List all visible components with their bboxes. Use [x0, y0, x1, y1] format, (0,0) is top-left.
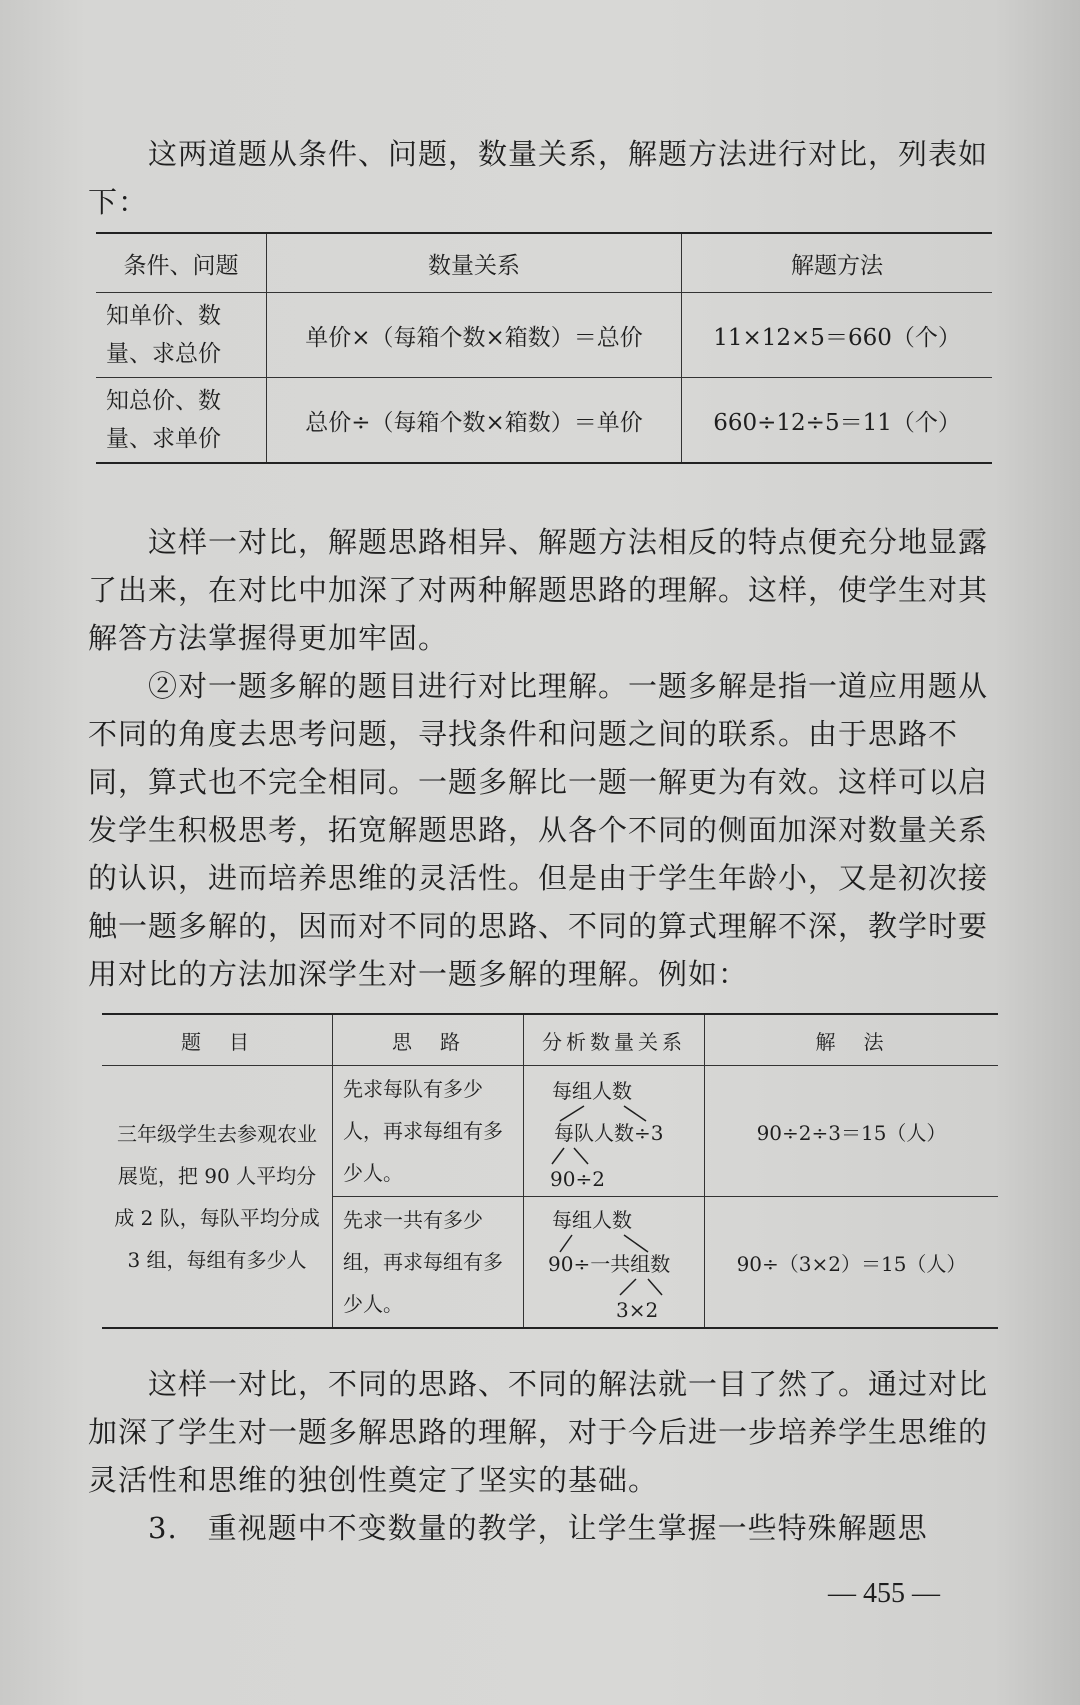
table-row — [96, 293, 992, 378]
cell-solution: 90÷2÷3＝15（人） — [705, 1066, 999, 1197]
analysis-branch-line — [624, 1235, 648, 1252]
table-header-row — [96, 233, 992, 293]
header-condition: 条件、问题 — [96, 233, 267, 293]
header-method: 解题方法 — [682, 233, 992, 293]
cell-method: 660÷12÷5＝11（个） — [682, 378, 992, 464]
table-row — [96, 378, 992, 464]
analysis-bottom: 3×2 — [616, 1298, 659, 1322]
paragraph-contrast: 这样一对比，解题思路相异、解题方法相反的特点便充分地显露了出来，在对比中加深了对两种解题思路的理解。这样，使学生对其解答方法掌握得更加牢固。 — [88, 525, 989, 655]
analysis-diagram — [524, 1197, 704, 1327]
header-solution: 解 法 — [705, 1014, 999, 1066]
analysis-top: 每组人数 — [552, 1079, 632, 1103]
comparison-table — [96, 232, 992, 464]
analysis-bottom: 90÷2 — [550, 1167, 605, 1191]
paragraph-multi-solution: ②对一题多解的题目进行对比理解。一题多解是指一道应用题从不同的角度去思考问题，寻找条件和问题之间的联系。由于思路不同，算式也不完全相同。一题多解比一题一解更为有效。这样可以启发学生积极思考，拓宽解题思路，从各个不同的侧面加深对数量关系的认识，进而培养思维的灵活性。但是由于学生年龄小，又是初次接触一题多解的，因而对不同的思路、不同的算式理解不深，教学时要用对比的方法加深学生对一题多解的理解。例如： — [88, 669, 989, 991]
analysis-branch-line — [552, 1148, 564, 1164]
cell-method: 11×12×5＝660（个） — [682, 293, 992, 378]
paragraph-conclusion: 这样一对比，不同的思路、不同的解法就一目了然了。通过对比加深了学生对一题多解思路的理解，对于今后进一步培养学生思维的灵活性和思维的独创性奠定了坚实的基础。 — [88, 1367, 989, 1497]
analysis-branch-line — [560, 1235, 572, 1252]
cell-solution: 90÷（3×2）＝15（人） — [705, 1197, 999, 1329]
cell-path: 先求每队有多少人，再求每组有多少人。 — [333, 1066, 524, 1197]
analysis-diagram — [524, 1066, 704, 1196]
analysis-branch-line — [620, 1279, 636, 1295]
cell-analysis — [524, 1066, 705, 1197]
page-number: — 455 — — [828, 1578, 940, 1609]
cell-relation: 单价×（每箱个数×箱数）＝总价 — [267, 293, 682, 378]
cell-question: 三年级学生去参观农业展览，把 90 人平均分成 2 队，每队平均分成 3 组，每组有多少人 — [102, 1066, 333, 1329]
table-header-row — [102, 1014, 998, 1066]
analysis-branch-line — [560, 1106, 584, 1121]
cell-condition: 知总价、数量、求单价 — [96, 378, 267, 464]
header-path: 思 路 — [333, 1014, 524, 1066]
cell-relation: 总价÷（每箱个数×箱数）＝单价 — [267, 378, 682, 464]
header-analysis: 分析数量关系 — [524, 1014, 705, 1066]
analysis-branch-line — [624, 1106, 646, 1121]
paragraph-section-3: 3. 重视题中不变数量的教学，让学生掌握一些特殊解题思 — [148, 1511, 928, 1545]
analysis-top: 每组人数 — [552, 1208, 632, 1232]
analysis-middle: 90÷一共组数 — [548, 1252, 671, 1276]
table-row — [102, 1066, 998, 1197]
cell-path: 先求一共有多少组，再求每组有多少人。 — [333, 1197, 524, 1329]
analysis-branch-line — [574, 1148, 588, 1164]
cell-analysis — [524, 1197, 705, 1329]
cell-condition: 知单价、数量、求总价 — [96, 293, 267, 378]
header-relation: 数量关系 — [267, 233, 682, 293]
analysis-middle: 每队人数÷3 — [554, 1121, 664, 1145]
header-question: 题 目 — [102, 1014, 333, 1066]
multi-solution-table — [102, 1013, 998, 1329]
paragraph-intro: 这两道题从条件、问题，数量关系，解题方法进行对比，列表如下： — [88, 137, 989, 219]
analysis-branch-line — [648, 1279, 662, 1295]
